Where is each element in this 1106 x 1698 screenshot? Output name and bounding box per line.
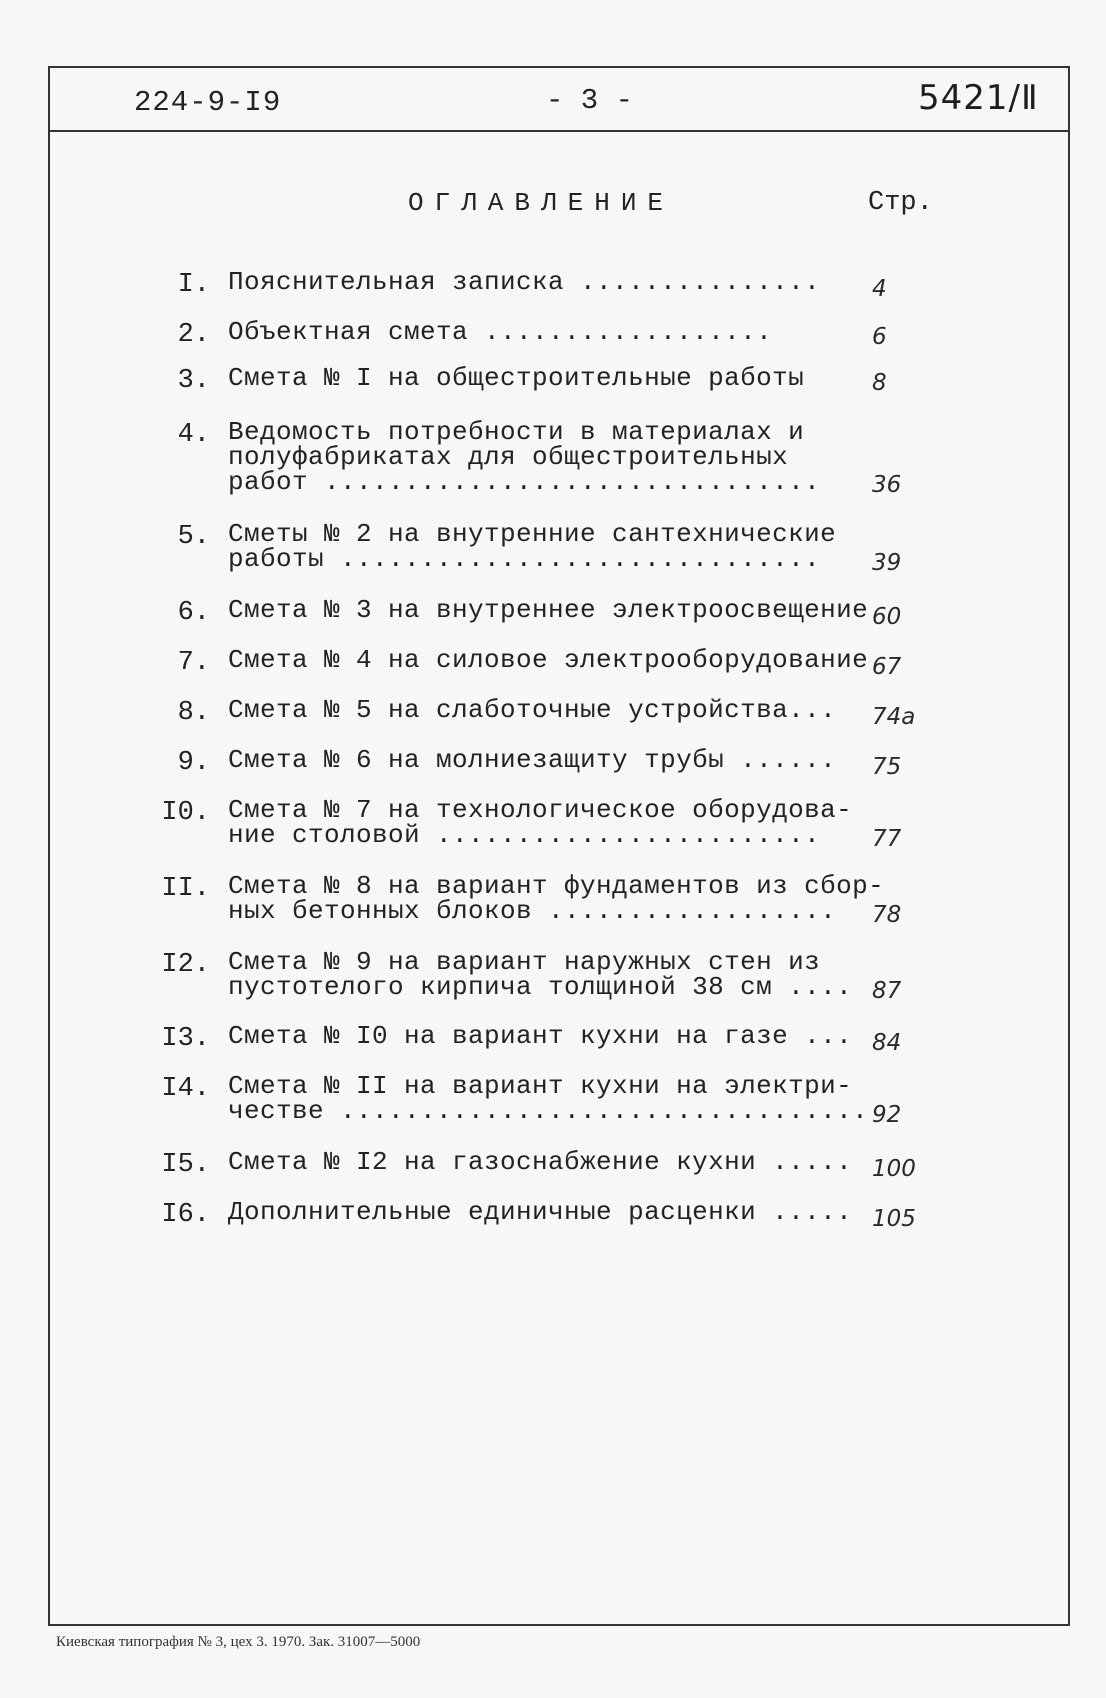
- toc-entry-title: Смета № 9 на вариант наружных стен из пустотелого кирпича толщиной 38 см ....: [228, 947, 853, 1002]
- toc-entry-number: 3.: [177, 366, 210, 396]
- toc-entry-title: Смета № 8 на вариант фундаментов из сбор- ных бетонных блоков ..................: [228, 871, 885, 926]
- toc-entry-page: 6: [872, 324, 887, 350]
- toc-entry-page: 87: [872, 978, 902, 1004]
- page-column-label: Стр.: [868, 188, 933, 218]
- toc-entry-page: 4: [872, 276, 887, 302]
- toc-entry-page: 78: [872, 902, 902, 928]
- toc-entry-title: Объектная смета ..................: [228, 317, 773, 347]
- toc-entry-page: 8: [872, 370, 887, 396]
- toc-entry-number: 5.: [177, 522, 210, 552]
- toc-entry-page: 100: [872, 1156, 916, 1182]
- toc-entry-page: 92: [872, 1102, 902, 1128]
- toc-entry-number: I4.: [161, 1074, 210, 1104]
- page-number: - 3 -: [546, 84, 634, 117]
- toc-entry-title: Смета № 3 на внутреннее электроосвещение: [228, 595, 869, 625]
- toc-entry-title: Смета № I2 на газоснабжение кухни .....: [228, 1147, 853, 1177]
- toc-entry-title: Пояснительная записка ...............: [228, 267, 821, 297]
- archive-stamp: 5421/Ⅱ: [918, 78, 1039, 118]
- toc-entry-page: 75: [872, 754, 902, 780]
- toc-entry-number: 2.: [177, 320, 210, 350]
- toc-entry-title: Смета № 6 на молниезащиту трубы ......: [228, 745, 837, 775]
- toc-entry-page: 77: [872, 826, 902, 852]
- toc-entry-page: 105: [872, 1206, 916, 1232]
- toc-entry-number: 8.: [177, 698, 210, 728]
- document-code: 224-9-I9: [134, 86, 282, 119]
- toc-entry-title: Смета № 4 на силовое электрооборудование: [228, 645, 869, 675]
- toc-entry-title: Ведомость потребности в материалах и полуфабрикатах для общестроительных работ ...............................: [228, 417, 821, 497]
- toc-entry-number: 4.: [177, 420, 210, 450]
- toc-entry-number: II.: [161, 874, 210, 904]
- printer-imprint: Киевская типография № 3, цех 3. 1970. Зак. 31007—5000: [56, 1634, 421, 1650]
- toc-entry-number: I.: [177, 270, 210, 300]
- toc-entry-number: I6.: [161, 1200, 210, 1230]
- toc-entry-page: 74а: [872, 704, 916, 730]
- toc-entry-title: Смета № 7 на технологическое оборудова- ние столовой ........................: [228, 795, 853, 850]
- header-divider: [48, 130, 1070, 132]
- toc-entry-number: I2.: [161, 950, 210, 980]
- toc-entry-page: 67: [872, 654, 902, 680]
- toc-entry-page: 60: [872, 604, 902, 630]
- toc-title: ОГЛАВЛЕНИЕ: [408, 188, 675, 218]
- toc-entry-page: 39: [872, 550, 902, 576]
- toc-entry-page: 36: [872, 472, 902, 498]
- toc-entry-page: 84: [872, 1030, 902, 1056]
- toc-entry-number: 6.: [177, 598, 210, 628]
- toc-entry-number: 9.: [177, 748, 210, 778]
- toc-entry-title: Смета № II на вариант кухни на электри- честве .................................: [228, 1071, 869, 1126]
- toc-entry-title: Дополнительные единичные расценки .....: [228, 1197, 853, 1227]
- toc-entry-number: I0.: [161, 798, 210, 828]
- toc-entry-title: Смета № I на общестроительные работы: [228, 363, 805, 393]
- toc-entry-title: Смета № I0 на вариант кухни на газе ...: [228, 1021, 853, 1051]
- toc-entry-number: 7.: [177, 648, 210, 678]
- toc-entry-number: I5.: [161, 1150, 210, 1180]
- toc-entry-number: I3.: [161, 1024, 210, 1054]
- toc-entry-title: Сметы № 2 на внутренние сантехнические работы ..............................: [228, 519, 837, 574]
- toc-entry-title: Смета № 5 на слаботочные устройства...: [228, 695, 837, 725]
